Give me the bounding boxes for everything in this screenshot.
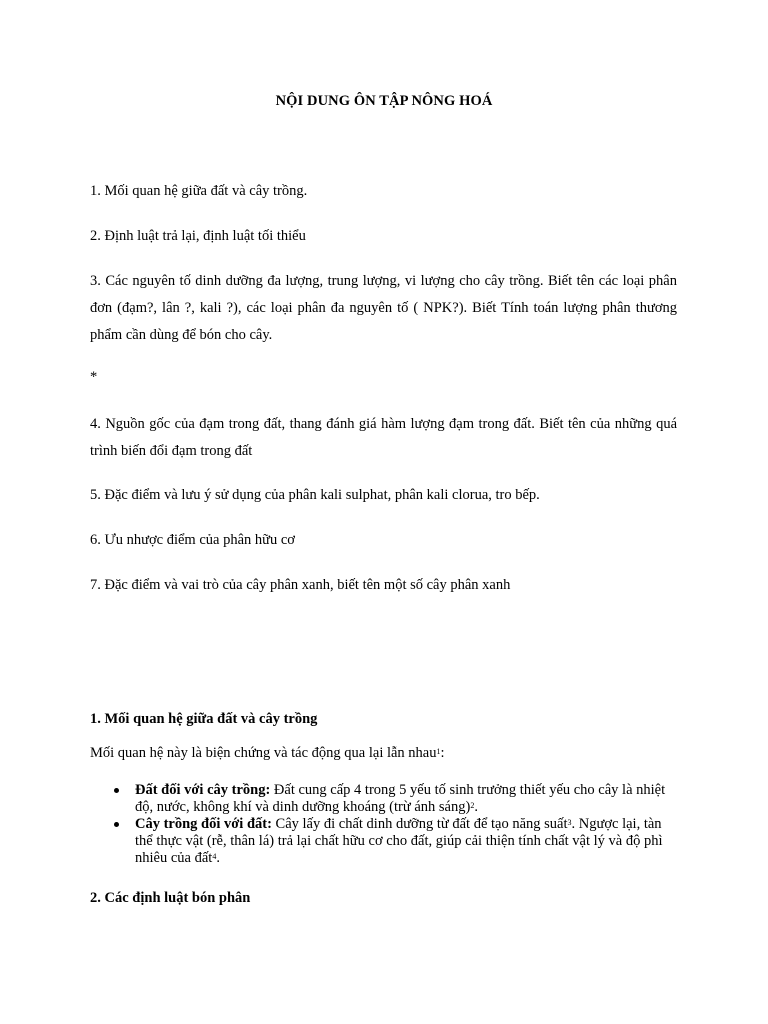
section-heading: 2. Các định luật bón phân	[90, 890, 251, 906]
footnote-ref[interactable]: 2	[470, 801, 475, 810]
bullet-end: .	[216, 850, 220, 866]
list-item: 5. Đặc điểm và lưu ý sử dụng của phân kali sulphat, phân kali clorua, tro bếp.	[90, 487, 540, 503]
list-item: 2. Định luật trả lại, định luật tối thiểu	[90, 228, 306, 244]
footnote-ref[interactable]: 4	[212, 852, 217, 861]
bullet-text: Đất cung cấp 4 trong 5 yếu tố sinh trưởng thiết yếu cho cây là nhiệt độ, nước, không khí và dinh dưỡng khoáng (trừ ánh sáng)	[135, 782, 666, 815]
bullet-icon	[114, 822, 119, 827]
bullet-item	[90, 782, 677, 816]
footnote-ref[interactable]: 1	[436, 747, 441, 756]
bullet-text-2: . Ngược lại, tàn thể thực vật (rễ, thân lá) trả lại chất hữu cơ cho đất, giúp cải thiện tính chất vật lý và độ phì nhiêu của đất	[135, 816, 663, 866]
bullet-text: Cây lấy đi chất dinh dưỡng từ đất để tạo năng suất	[271, 816, 568, 832]
bullet-end: .	[474, 799, 478, 815]
bullet-list	[90, 782, 677, 867]
list-item: 4. Nguồn gốc của đạm trong đất, thang đánh giá hàm lượng đạm trong đất. Biết tên của những quá trình biến đổi đạm trong đất	[90, 416, 677, 459]
section-intro	[90, 740, 677, 767]
intro-end: :	[440, 745, 445, 761]
list-item: 1. Mối quan hệ giữa đất và cây trồng.	[90, 183, 308, 199]
list-item: 7. Đặc điểm và vai trò của cây phân xanh, biết tên một số cây phân xanh	[90, 577, 511, 593]
document-title: NỘI DUNG ÔN TẬP NÔNG HOÁ	[275, 93, 493, 109]
footnote-ref[interactable]: 3	[567, 818, 572, 827]
intro-text: Mối quan hệ này là biện chứng và tác động qua lại lẫn nhau	[90, 745, 437, 761]
list-item: 6. Ưu nhược điểm của phân hữu cơ	[90, 532, 295, 548]
list-item-asterisk: *	[90, 369, 98, 385]
bullet-label: Cây trồng đối với đất:	[135, 816, 272, 832]
list-item: 3. Các nguyên tố dinh dưỡng đa lượng, trung lượng, vi lượng cho cây trồng. Biết tên các loại phân đơn (đạm?, lân ?, kali ?), các loại phân đa nguyên tố ( NPK?). Biết Tính toán lượng phân thương phẩm cần dùng để bón cho cây.	[90, 273, 677, 343]
bullet-label: Đất đối với cây trồng:	[135, 782, 271, 798]
bullet-icon	[114, 788, 119, 793]
section-heading: 1. Mối quan hệ giữa đất và cây trồng	[90, 711, 318, 727]
bullet-item	[90, 816, 677, 867]
